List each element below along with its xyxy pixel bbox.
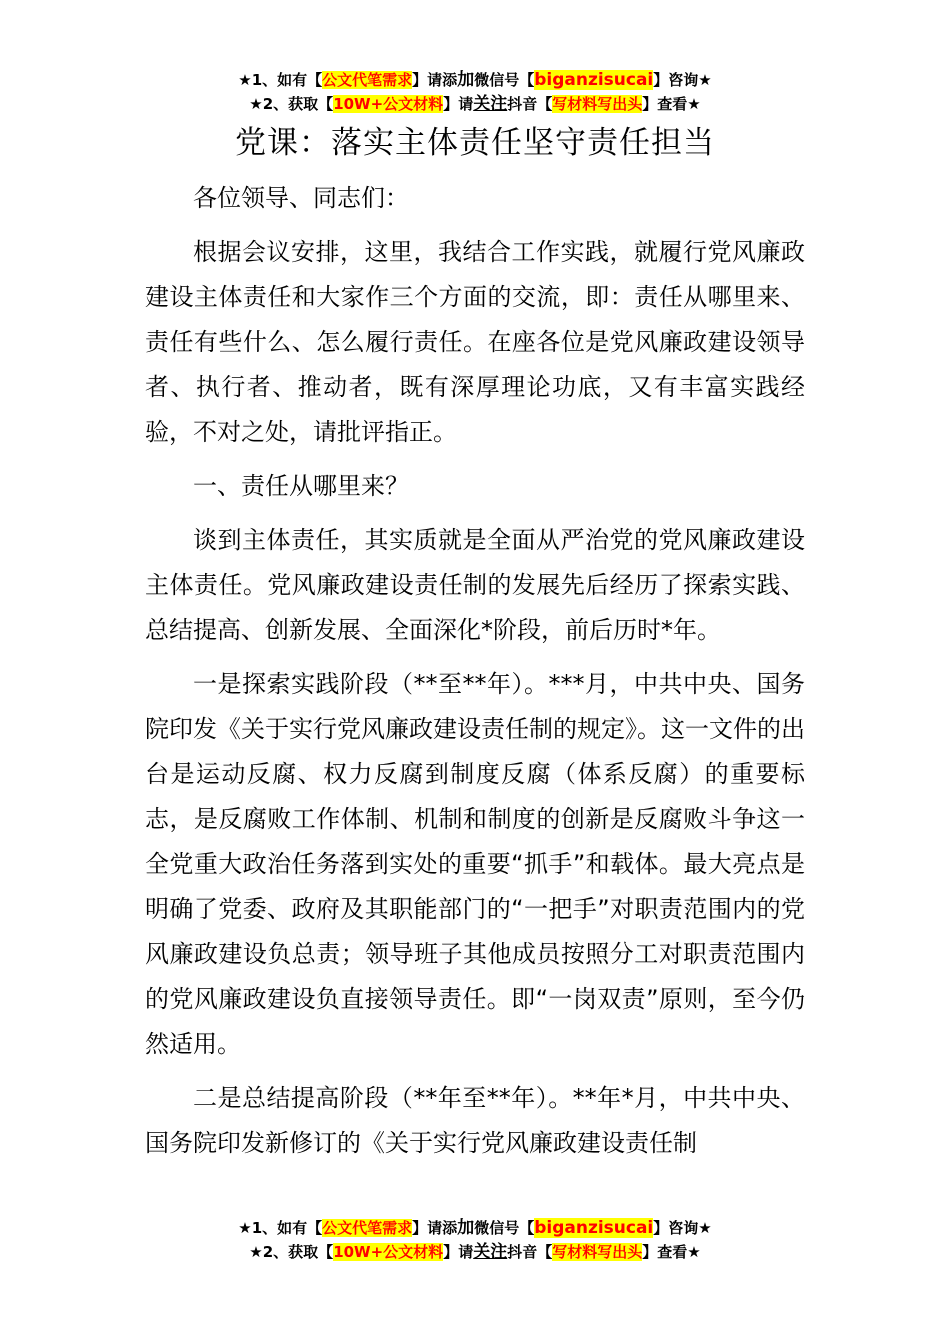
banner-highlight-douyin: 写材料写出头 <box>552 95 643 113</box>
banner-highlight-materials: 10W+公文材料 <box>333 1243 444 1261</box>
banner-highlight-douyin: 写材料写出头 <box>552 1243 643 1261</box>
banner-highlight-service: 公文代笔需求 <box>322 1219 413 1237</box>
document-title: 党课：落实主体责任坚守责任担当 <box>235 125 715 161</box>
paragraph-intro: 根据会议安排，这里，我结合工作实践，就履行党风廉政建设主体责任和大家作三个方面的交流，即：责任从哪里来、责任有些什么、怎么履行责任。在座各位是党风廉政建设领导者、执行者、推动者，既有深厚理论功底，又有丰富实践经验，不对之处，请批评指正。 <box>145 238 805 446</box>
salutation: 各位领导、同志们： <box>193 184 409 212</box>
paragraph-body: 二是总结提高阶段（**年至**年）。**年*月，中共中央、国务院印发新修订的《关于实行党风廉政建设责任制 <box>145 1084 805 1157</box>
paragraph-body: 谈到主体责任，其实质就是全面从严治党的党风廉政建设主体责任。党风廉政建设责任制的发展先后经历了探索实践、总结提高、创新发展、全面深化*阶段，前后历时*年。 <box>145 526 805 644</box>
banner-highlight-materials: 10W+公文材料 <box>333 95 444 113</box>
banner-highlight-wechat-id: biganzisucai <box>534 70 654 90</box>
banner-line-2: ★2、获取【10W+公文材料】请关注抖音【写材料写出头】查看★ <box>249 1242 701 1262</box>
banner-highlight-service: 公文代笔需求 <box>322 71 413 89</box>
banner-line-1: ★1、如有【公文代笔需求】请添加微信号【biganzisucai】咨询★ <box>238 1218 712 1238</box>
banner-highlight-wechat-id: biganzisucai <box>534 1218 654 1238</box>
document-body <box>145 176 805 1175</box>
paragraph-body: 一是探索实践阶段（**至**年）。***月，中共中央、国务院印发《关于实行党风廉政建设责任制的规定》。这一文件的出台是运动反腐、权力反腐到制度反腐（体系反腐）的重要标志，是反腐败工作体制、机制和制度的创新是反腐败斗争这一全党重大政治任务落到实处的重要“抓手”和载体。最大亮点是明确了党委、政府及其职能部门的“一把手”对职责范围内的党风廉政建设负总责；领导班子其他成员按照分工对职责范围内的党风廉政建设负直接领导责任。即“一岗双责”原则，至今仍然适用。 <box>145 670 805 1058</box>
section-heading-1: 一、责任从哪里来？ <box>193 472 409 500</box>
banner-line-2: ★2、获取【10W+公文材料】请关注抖音【写材料写出头】查看★ <box>249 94 701 114</box>
bottom-banner <box>0 1216 950 1264</box>
banner-line-1: ★1、如有【公文代笔需求】请添加微信号【biganzisucai】咨询★ <box>238 70 712 90</box>
top-banner <box>0 68 950 116</box>
